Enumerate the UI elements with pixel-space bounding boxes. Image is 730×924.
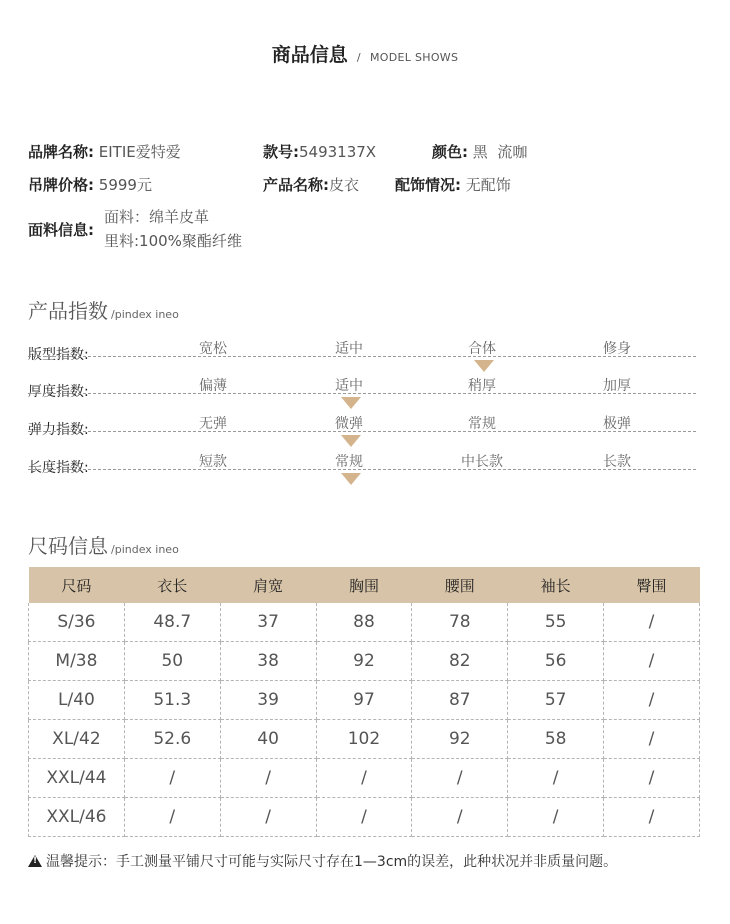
table-cell: / — [316, 798, 412, 837]
table-row — [29, 603, 700, 642]
table-cell: 92 — [412, 720, 508, 759]
table-row — [29, 759, 700, 798]
table-cell: 82 — [412, 642, 508, 681]
index-option: 偏薄 — [199, 378, 227, 394]
table-cell: 58 — [508, 720, 604, 759]
name-label: 产品名称: — [263, 176, 329, 194]
price-value: 5999元 — [98, 176, 152, 194]
table-cell: 37 — [220, 603, 316, 642]
table-cell: 57 — [508, 681, 604, 720]
index-row-divider — [28, 431, 696, 432]
table-row — [29, 681, 700, 720]
size-section-header — [28, 530, 179, 559]
fabric-label: 面料信息: — [28, 221, 94, 239]
table-row — [29, 642, 700, 681]
index-option: 长款 — [603, 454, 631, 470]
table-cell: 52.6 — [124, 720, 220, 759]
column-header: 胸围 — [316, 567, 412, 603]
page-subtitle: MODEL SHOWS — [369, 51, 459, 64]
index-option: 宽松 — [199, 341, 227, 357]
brand-info — [28, 141, 181, 162]
table-cell: 78 — [412, 603, 508, 642]
size-table-header — [29, 567, 700, 603]
table-cell: / — [508, 798, 604, 837]
table-cell: / — [412, 759, 508, 798]
table-cell: / — [508, 759, 604, 798]
column-header: 臀围 — [604, 567, 700, 603]
size-section-subtitle: /pindex ineo — [111, 543, 179, 556]
table-cell: 92 — [316, 642, 412, 681]
index-option: 加厚 — [603, 378, 631, 394]
table-cell: 40 — [220, 720, 316, 759]
index-section-header — [28, 295, 179, 324]
table-cell: XL/42 — [29, 720, 125, 759]
table-cell: / — [220, 798, 316, 837]
color-info — [432, 141, 527, 162]
table-cell: 88 — [316, 603, 412, 642]
index-option: 稍厚 — [468, 378, 496, 394]
index-option: 合体 — [468, 341, 496, 357]
table-cell: / — [316, 759, 412, 798]
color-label: 颜色: — [432, 143, 468, 161]
title-separator: / — [356, 51, 361, 64]
fabric-outer: 面料：绵羊皮革 — [104, 208, 210, 226]
table-cell: 97 — [316, 681, 412, 720]
table-cell: M/38 — [29, 642, 125, 681]
table-row — [29, 798, 700, 837]
size-section-title: 尺码信息 — [28, 534, 108, 558]
table-cell: 55 — [508, 603, 604, 642]
name-value: 皮衣 — [329, 176, 360, 194]
table-cell: 51.3 — [124, 681, 220, 720]
accessory-label: 配饰情况: — [395, 176, 461, 194]
table-cell: 48.7 — [124, 603, 220, 642]
column-header: 腰围 — [412, 567, 508, 603]
color-value: 黑 流咖 — [472, 143, 528, 161]
index-option: 适中 — [335, 378, 363, 394]
index-option: 中长款 — [461, 454, 503, 470]
table-cell: / — [604, 603, 700, 642]
index-option: 无弹 — [199, 416, 227, 432]
index-row-divider — [28, 356, 696, 357]
index-option: 短款 — [199, 454, 227, 470]
accessory-info — [395, 174, 511, 195]
index-section-title: 产品指数 — [28, 299, 108, 323]
accessory-value: 无配饰 — [465, 176, 511, 194]
page-title: 商品信息 — [271, 44, 348, 66]
index-row-label: 弹力指数: — [28, 422, 89, 438]
column-header: 衣长 — [124, 567, 220, 603]
table-cell: 56 — [508, 642, 604, 681]
selected-marker-icon — [474, 360, 494, 372]
style-info — [263, 141, 376, 162]
table-cell: XXL/44 — [29, 759, 125, 798]
index-option: 微弹 — [335, 416, 363, 432]
index-option: 常规 — [468, 416, 496, 432]
index-option: 修身 — [603, 341, 631, 357]
column-header: 袖长 — [508, 567, 604, 603]
table-cell: / — [604, 642, 700, 681]
warning-icon — [28, 855, 42, 867]
table-cell: XXL/46 — [29, 798, 125, 837]
column-header: 尺码 — [29, 567, 125, 603]
index-section-subtitle: /pindex ineo — [111, 308, 179, 321]
table-cell: / — [412, 798, 508, 837]
table-cell: / — [604, 798, 700, 837]
column-header: 肩宽 — [220, 567, 316, 603]
style-value: 5493137X — [299, 143, 377, 161]
table-cell: 39 — [220, 681, 316, 720]
table-cell: 50 — [124, 642, 220, 681]
brand-label: 品牌名称: — [28, 143, 94, 161]
table-cell: / — [124, 759, 220, 798]
index-option: 常规 — [335, 454, 363, 470]
index-row-divider — [28, 393, 696, 394]
index-row-label: 版型指数: — [28, 347, 89, 363]
table-cell: / — [604, 720, 700, 759]
index-option: 极弹 — [603, 416, 631, 432]
table-cell: / — [604, 759, 700, 798]
tip-note — [28, 851, 617, 871]
table-cell: / — [220, 759, 316, 798]
table-cell: / — [604, 681, 700, 720]
table-cell: 87 — [412, 681, 508, 720]
index-option: 适中 — [335, 341, 363, 357]
index-row-label: 厚度指数: — [28, 384, 89, 400]
table-cell: L/40 — [29, 681, 125, 720]
table-cell: 102 — [316, 720, 412, 759]
index-row-label: 长度指数: — [28, 460, 89, 476]
fabric-lining: 里料:100%聚酯纤维 — [104, 232, 242, 250]
table-row — [29, 720, 700, 759]
price-info — [28, 174, 152, 195]
table-cell: / — [124, 798, 220, 837]
page-header — [0, 40, 730, 67]
size-table — [28, 567, 700, 837]
selected-marker-icon — [341, 397, 361, 409]
style-label: 款号: — [263, 143, 299, 161]
name-info — [263, 174, 359, 195]
selected-marker-icon — [341, 435, 361, 447]
table-cell: S/36 — [29, 603, 125, 642]
price-label: 吊牌价格: — [28, 176, 94, 194]
index-row-divider — [28, 469, 696, 470]
table-cell: 38 — [220, 642, 316, 681]
selected-marker-icon — [341, 473, 361, 485]
tip-text: 温馨提示：手工测量平铺尺寸可能与实际尺寸存在1—3cm的误差，此种状况并非质量问题。 — [46, 854, 618, 870]
brand-value: EITIE爱特爱 — [98, 143, 181, 161]
